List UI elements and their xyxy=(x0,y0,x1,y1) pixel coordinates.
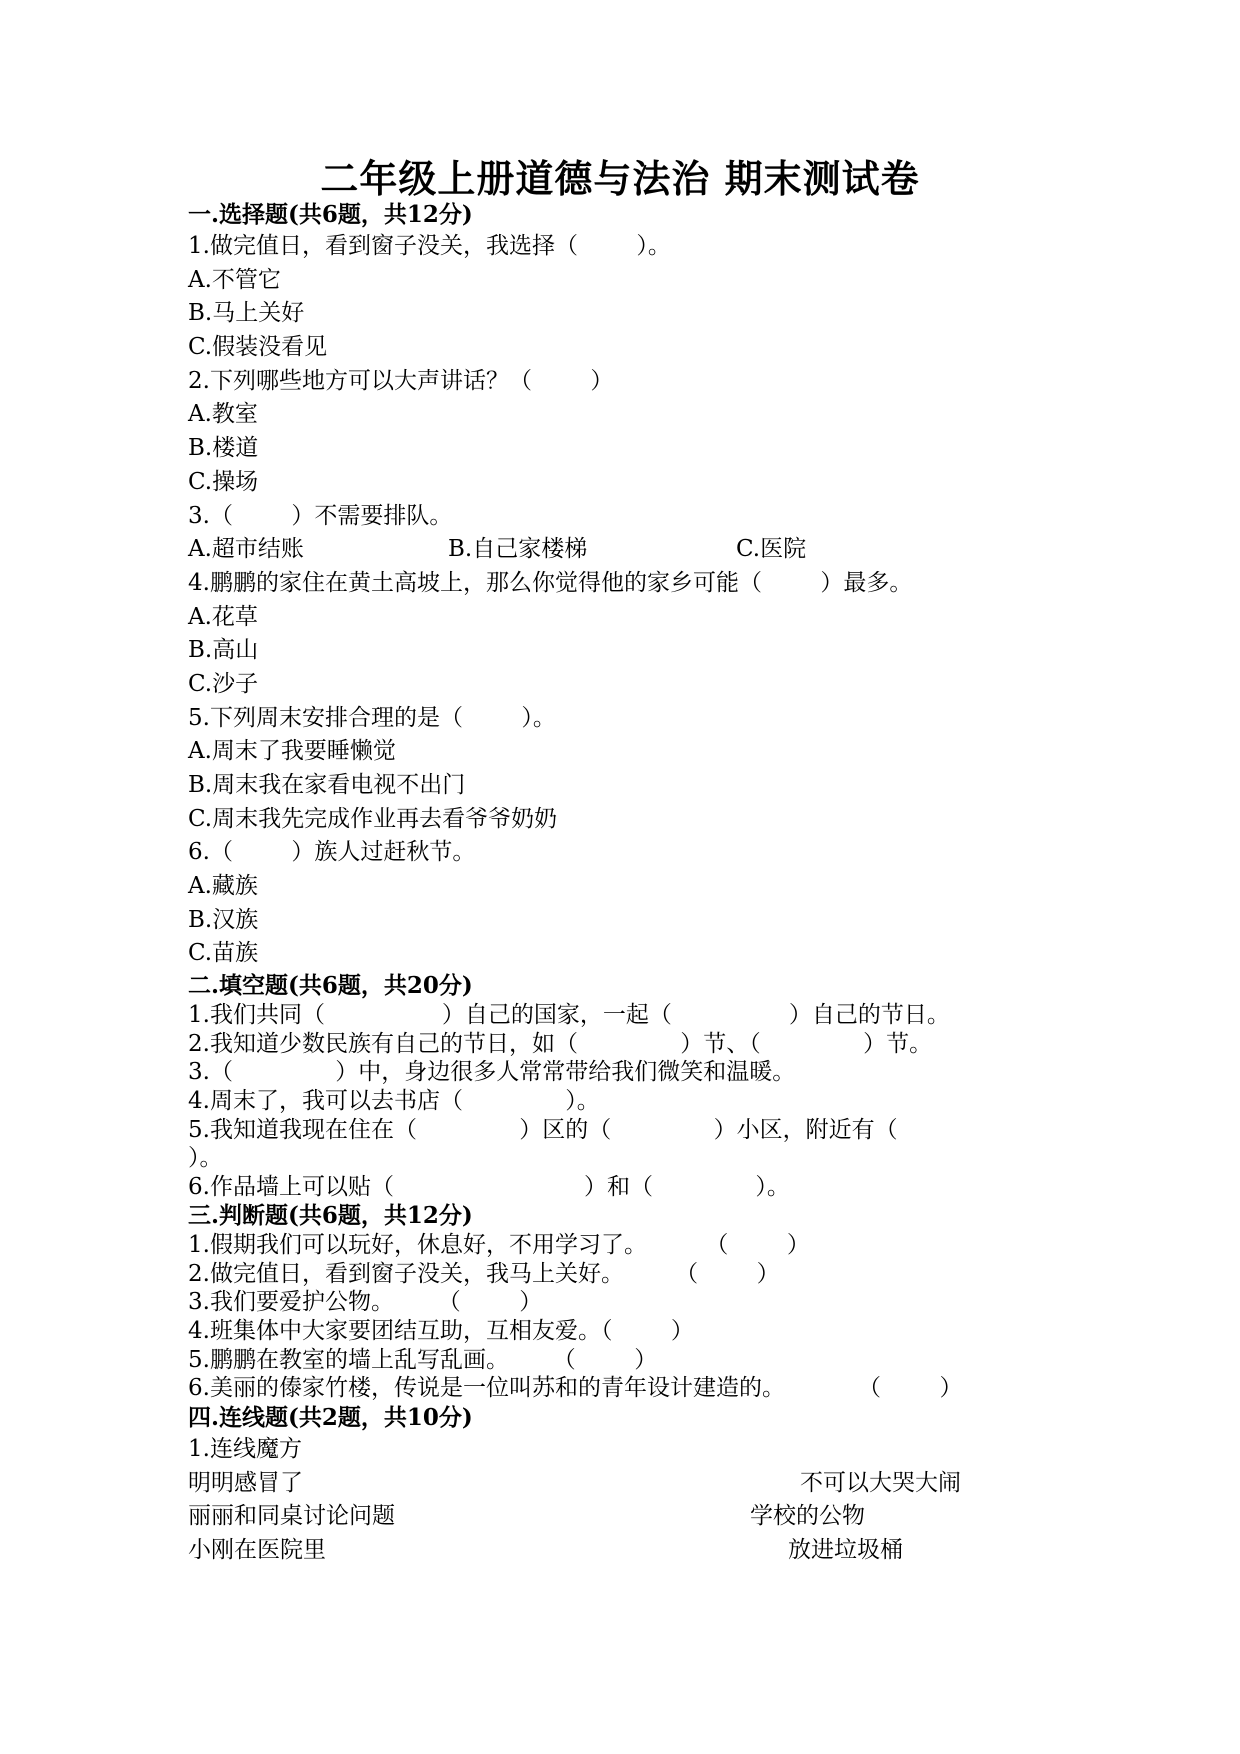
question-line: 3.（ ）不需要排队。 xyxy=(188,502,453,529)
question-line: 4.鹏鹏的家住在黄土高坡上，那么你觉得他的家乡可能（ ）最多。 xyxy=(188,569,913,596)
option-line: A.教室 xyxy=(188,401,258,428)
matching-row xyxy=(188,1534,1148,1568)
option-line: B.高山 xyxy=(188,637,259,664)
match-right-item: 学校的公物 xyxy=(750,1503,865,1530)
option-line: A.周末了我要睡懒觉 xyxy=(188,738,396,765)
judge-questions xyxy=(188,1231,1148,1403)
match-left-item: 小刚在医院里 xyxy=(188,1536,326,1563)
question-line: 4.周末了，我可以去书店（ ）。 xyxy=(188,1087,600,1114)
page-title: 二年级上册道德与法治 期末测试卷 xyxy=(320,156,920,201)
question-line: 3.（ ）中，身边很多人常常带给我们微笑和温暖。 xyxy=(188,1059,796,1086)
matching-row xyxy=(188,1467,1148,1501)
match-right-item: 放进垃圾桶 xyxy=(788,1536,903,1563)
section-header-choice: 一.选择题(共6题，共12分) xyxy=(188,201,473,228)
option-line: C.周末我先完成作业再去看爷爷奶奶 xyxy=(188,805,558,832)
option-line: C.假装没看见 xyxy=(188,334,328,361)
question-line: 1.做完值日，看到窗子没关，我选择（ ）。 xyxy=(188,233,671,259)
section-header-matching: 四.连线题(共2题，共10分) xyxy=(188,1403,473,1431)
option-line: A.花草 xyxy=(188,603,258,630)
option-a: A.超市结账 xyxy=(188,536,304,563)
question-line: 1.假期我们可以玩好，休息好，不用学习了。 （ ） xyxy=(188,1232,810,1259)
option-line: C.沙子 xyxy=(188,670,259,697)
section-header-fill: 二.填空题(共6题，共20分) xyxy=(188,972,473,1000)
question-line: 2.做完值日，看到窗子没关，我马上关好。 （ ） xyxy=(188,1260,780,1287)
question-line: 6.作品墙上可以贴（ ）和（ ）。 xyxy=(188,1173,790,1200)
question-line: 6.（ ）族人过赶秋节。 xyxy=(188,839,476,866)
question-line: 4.班集体中大家要团结互助，互相友爱。（ ） xyxy=(188,1318,694,1345)
choice-questions-part2 xyxy=(188,567,1148,971)
option-line: C.操场 xyxy=(188,468,259,495)
question-line: 1.连线魔方 xyxy=(188,1435,302,1462)
fill-questions xyxy=(188,1001,1148,1201)
q3-options-row xyxy=(188,533,1148,567)
option-line: A.不管它 xyxy=(188,266,281,293)
match-left-item: 丽丽和同桌讨论问题 xyxy=(188,1503,395,1530)
matching-row xyxy=(188,1500,1148,1534)
match-left-item: 明明感冒了 xyxy=(188,1469,303,1496)
option-c: C.医院 xyxy=(736,536,807,563)
option-b: B.自己家楼梯 xyxy=(448,536,588,563)
match-right-item: 不可以大哭大闹 xyxy=(800,1469,961,1496)
question-line: ）。 xyxy=(188,1145,223,1172)
section-header-judge: 三.判断题(共6题，共12分) xyxy=(188,1202,473,1230)
option-line: B.楼道 xyxy=(188,435,259,462)
option-line: C.苗族 xyxy=(188,940,259,967)
question-line: 5.鹏鹏在教室的墙上乱写乱画。 （ ） xyxy=(188,1346,658,1373)
question-line: 1.我们共同（ ）自己的国家，一起（ ）自己的节日。 xyxy=(188,1002,950,1029)
choice-questions-part1 xyxy=(188,230,1148,533)
option-line: B.马上关好 xyxy=(188,300,305,327)
option-line: B.汉族 xyxy=(188,906,259,933)
question-line: 2.下列哪些地方可以大声讲话？（ ） xyxy=(188,367,614,394)
question-line: 6.美丽的傣家竹楼，传说是一位叫苏和的青年设计建造的。 （ ） xyxy=(188,1375,963,1402)
exam-content xyxy=(188,200,1148,1568)
question-line: 3.我们要爱护公物。 （ ） xyxy=(188,1289,543,1316)
question-line: 2.我知道少数民族有自己的节日，如（ ）节、（ ）节。 xyxy=(188,1030,933,1057)
question-line: 5.我知道我现在住在（ ）区的（ ）小区，附近有（ xyxy=(188,1116,898,1143)
option-line: A.藏族 xyxy=(188,873,258,900)
option-line: B.周末我在家看电视不出门 xyxy=(188,772,466,798)
question-line: 5.下列周末安排合理的是（ ）。 xyxy=(188,704,556,731)
